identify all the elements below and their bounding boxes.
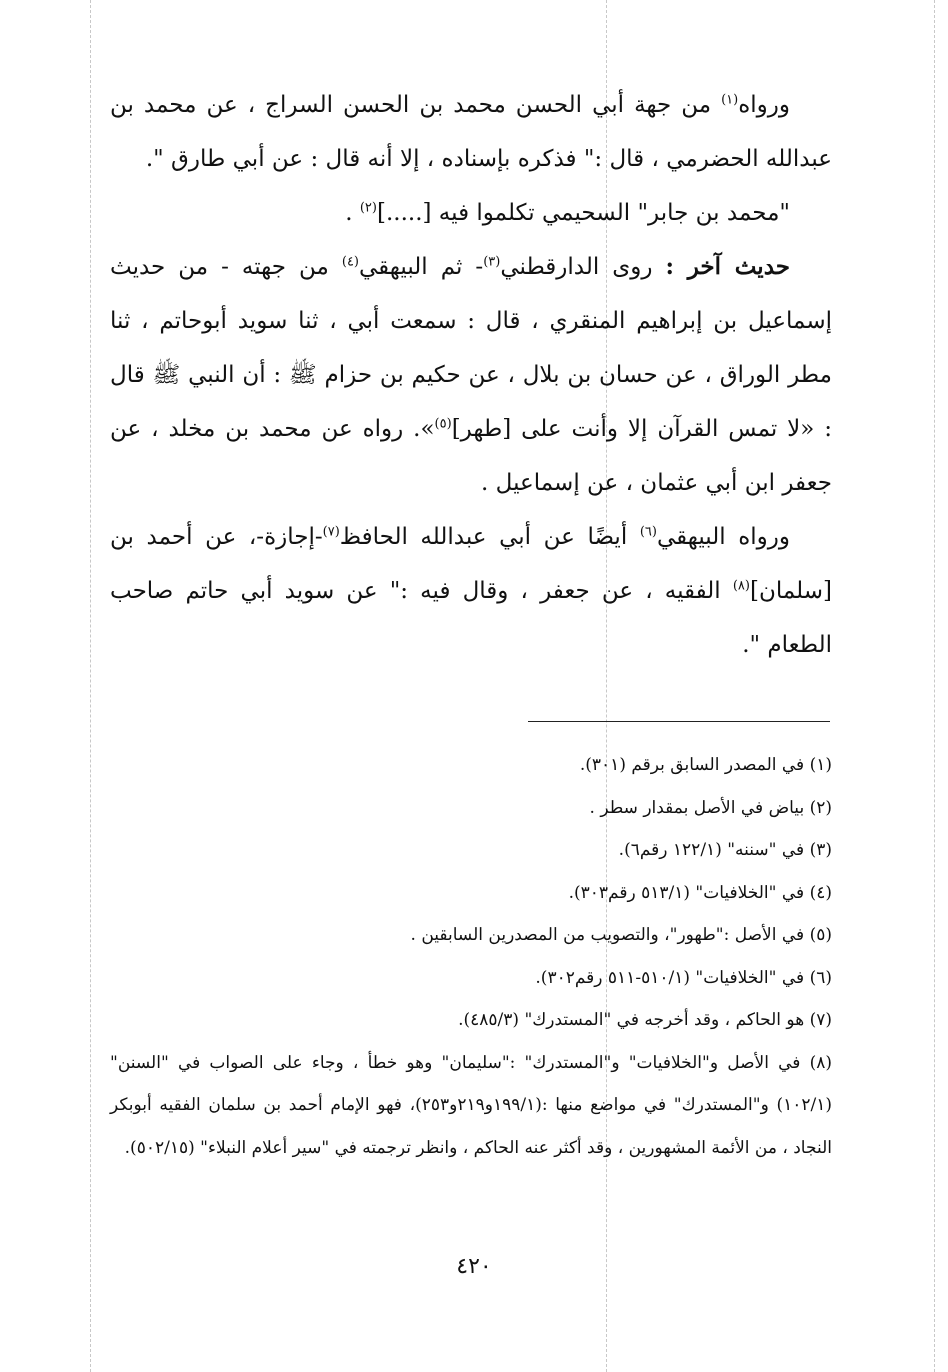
text-run: ورواه	[738, 92, 790, 118]
paragraph-4	[110, 510, 832, 672]
footnote-4: (٤) في "الخلافيات" (٥١٣/١ رقم٣٠٣).	[568, 882, 832, 903]
footnote-6: (٦) في "الخلافيات" (٥١٠/١-٥١١ رقم٣٠٢).	[535, 967, 832, 988]
footnote-1: (١) في المصدر السابق برقم (٣٠١).	[579, 755, 832, 775]
paragraph-2	[110, 186, 832, 240]
main-text	[110, 78, 832, 672]
text-run: روى الدارقطني	[500, 254, 666, 280]
text-run: ». رواه عن محمد بن مخلد ، عن جعفر ابن أبي عثمان ، عن إسماعيل .	[110, 416, 832, 496]
section-lead: حديث آخر :	[665, 253, 790, 280]
footnote-marker: (٤)	[341, 254, 359, 270]
footnote-separator	[528, 721, 830, 722]
scan-guide-line	[90, 0, 91, 1372]
text-run: أيضًا عن أبي عبدالله الحافظ	[339, 524, 640, 550]
text-run: .	[345, 200, 360, 226]
scan-guide-line	[934, 0, 935, 1372]
footnote-marker: (٣)	[483, 254, 501, 270]
footnote-marker: (١)	[721, 92, 739, 108]
footnote-marker: (٨)	[732, 578, 750, 594]
text-run: الفقيه ، عن جعفر ، وقال فيه :" عن سويد أبي حاتم صاحب الطعام ".	[110, 578, 832, 658]
footnote-7: (٧) هو الحاكم ، وقد أخرجه في "المستدرك" (٤٨٥/٣).	[458, 1010, 832, 1030]
footnote-3: (٣) في "سننه" (١٢٢/١ رقم٦).	[618, 840, 832, 860]
text-run: من جهته - من حديث إسماعيل بن إبراهيم المنقري ، قال : سمعت أبي ، ثنا سويد أبوحاتم ، ثنا مطر الوراق ، عن حسان بن بلال ، عن حكيم بن حزام ﷺ : أن النبي ﷺ قال : «لا تمس القرآن إلا وأنت على [طهر]	[110, 254, 833, 442]
footnote-marker: (٦)	[639, 524, 657, 540]
footnote-marker: (٧)	[322, 524, 340, 540]
text-run: "محمد بن جابر" السحيمي تكلموا فيه [.....]	[376, 200, 790, 226]
footnotes	[110, 744, 832, 1169]
text-run: من جهة أبي الحسن محمد بن الحسن السراج ، عن محمد بن عبدالله الحضرمي ، قال :" فذكره بإسناده ، إلا أنه قال : عن أبي طارق ".	[110, 92, 832, 172]
page-number: ٤٢٠	[456, 1254, 492, 1279]
paragraph-3	[110, 240, 832, 510]
footnote-marker: (٢)	[359, 200, 377, 216]
text-run: -إجازة-، عن أحمد بن [سلمان]	[110, 524, 832, 604]
footnote-5: (٥) في الأصل :"طهور"، والتصويب من المصدرين السابقين .	[410, 925, 832, 945]
text-run: ورواه البيهقي	[656, 524, 790, 550]
footnote-marker: (٥)	[434, 416, 452, 432]
footnote-2: (٢) بياض في الأصل بمقدار سطر .	[589, 797, 832, 818]
paragraph-1	[110, 78, 832, 186]
text-run: - ثم البيهقي	[359, 254, 484, 280]
footnote-8: (٨) في الأصل و"الخلافيات" و"المستدرك" :"سليمان" وهو خطأ ، وجاء على الصواب في "السنن" (١٠٢/١) و"المستدرك" في مواضع منها :(١٩٩/١و٢١٩و٢٥٣)، فهو الإمام أحمد بن سلمان الفقيه أبوبكر النجاد ، من الأئمة المشهورين ، وقد أكثر عنه الحاكم ، وانظر ترجمته في "سير أعلام النبلاء" (٥٠٢/١٥).	[110, 1052, 832, 1158]
